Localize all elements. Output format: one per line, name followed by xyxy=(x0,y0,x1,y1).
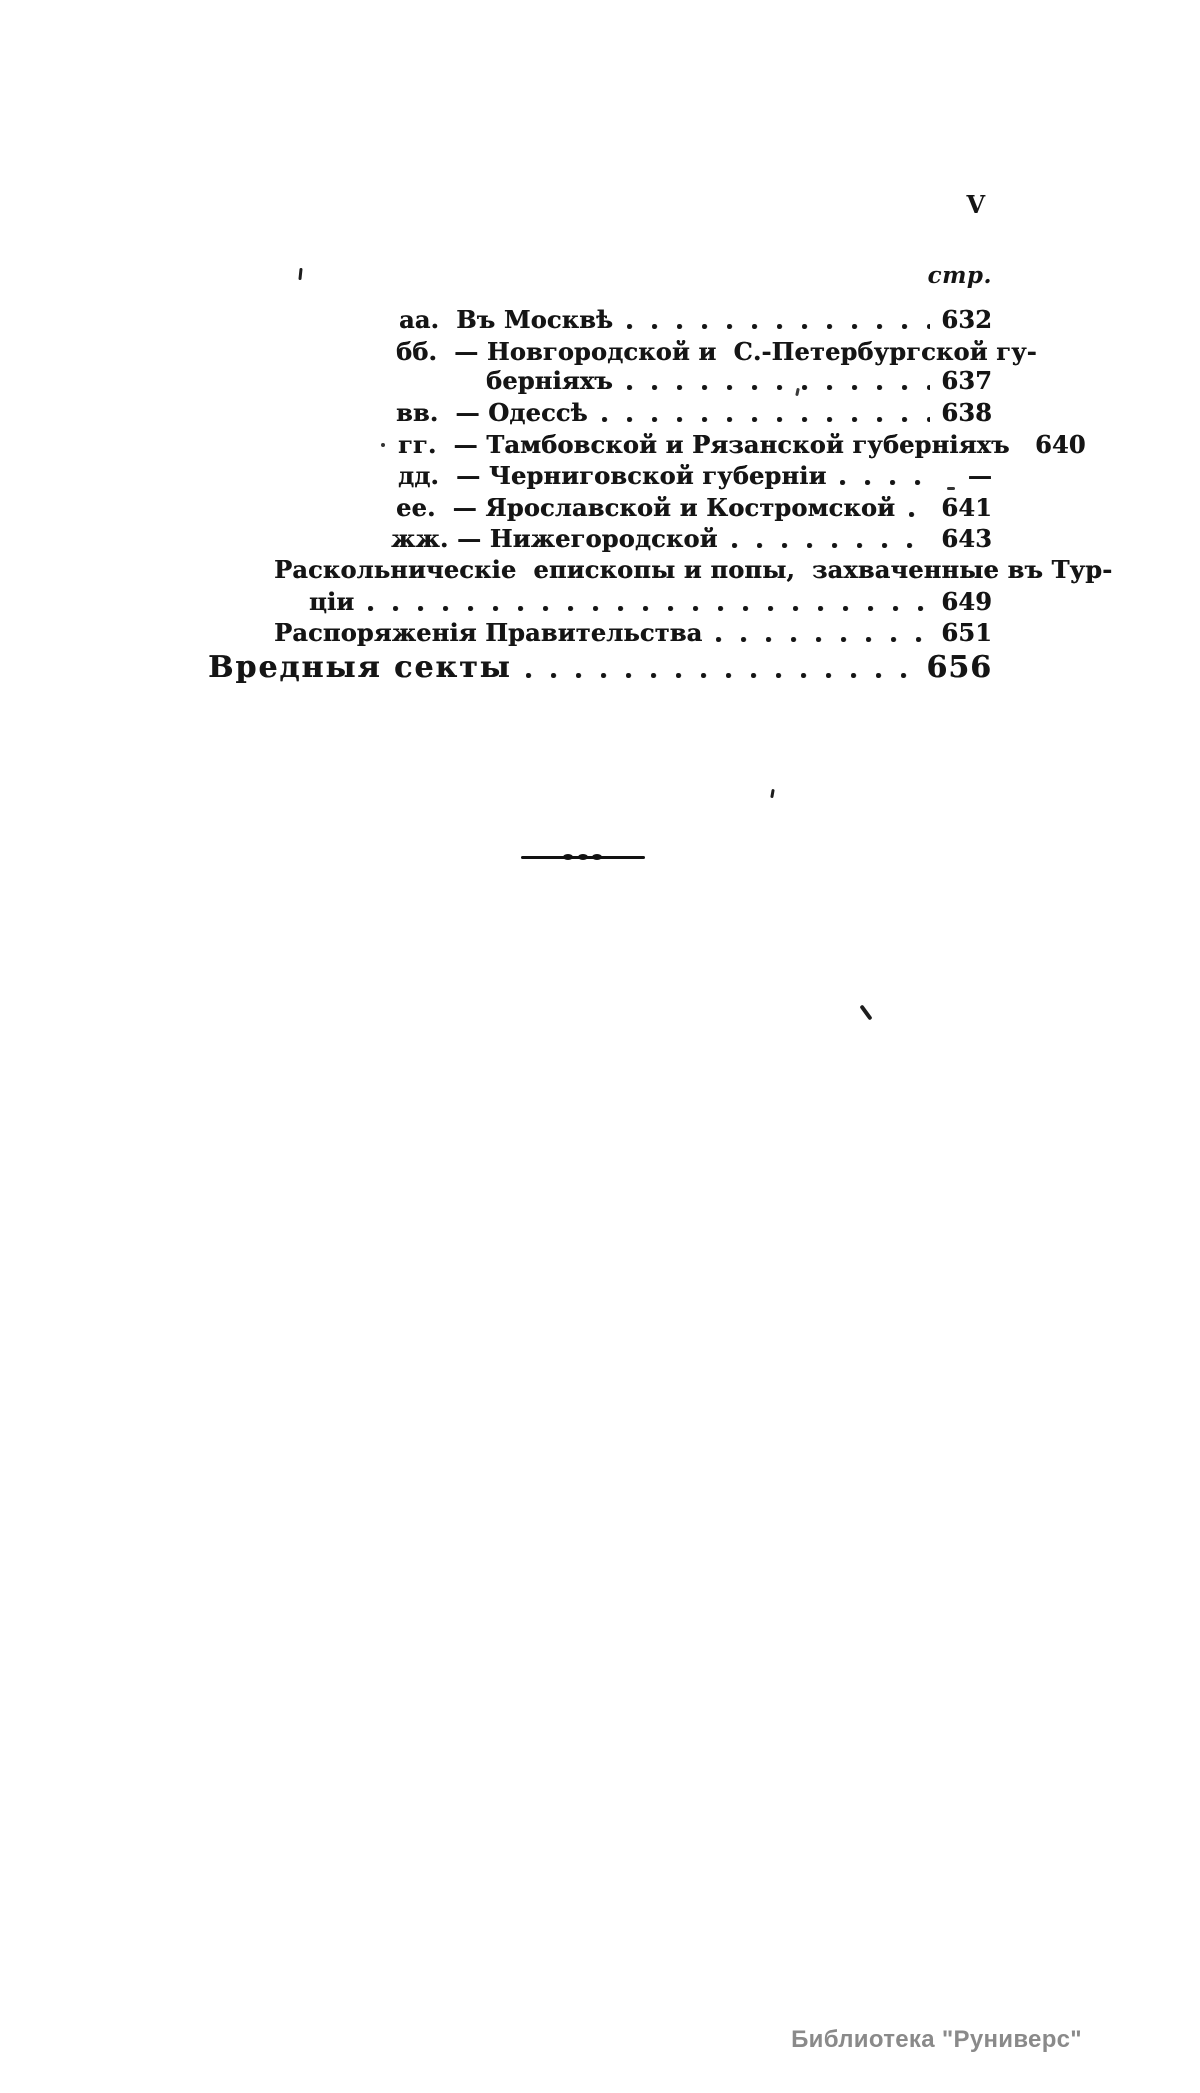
dot-leader xyxy=(627,366,930,396)
toc-row xyxy=(391,524,992,554)
toc-page-number: 649 xyxy=(941,587,992,616)
toc-row xyxy=(399,305,992,335)
toc-entry-text: Вредныя секты xyxy=(208,650,512,685)
divider-dot xyxy=(563,854,573,860)
ink-speck xyxy=(947,487,955,490)
toc-entry-text: вв. — Одессѣ xyxy=(396,398,588,427)
dot-leader xyxy=(602,398,930,428)
toc-row xyxy=(396,493,992,523)
toc-page-number: — xyxy=(967,461,992,490)
toc-page-number: 651 xyxy=(941,618,992,647)
dot-leader xyxy=(840,461,930,491)
dot-leader xyxy=(909,493,930,523)
toc-row xyxy=(274,618,992,648)
library-watermark: Библиотека "Руниверс" xyxy=(791,2026,1082,2053)
toc-row xyxy=(398,430,1086,460)
toc-page-number: 637 xyxy=(941,366,992,395)
toc-row xyxy=(309,587,992,617)
toc-entry-text: Раскольническіе епископы и попы, захваченные въ Тур- xyxy=(274,555,1113,584)
toc-page-number: 641 xyxy=(941,493,992,522)
toc-entry-text: ее. — Ярославской и Костромской xyxy=(396,493,896,522)
dot-leader xyxy=(732,524,930,554)
toc-row xyxy=(396,398,992,428)
toc-page-number: 640 xyxy=(1034,430,1086,459)
toc-entry-text: берніяхъ xyxy=(486,366,613,395)
toc-entry-text: жж. — Нижегородской xyxy=(391,524,718,553)
page-folio-number: V xyxy=(966,190,986,219)
toc-entry-text: бб. — Новгородской и С.-Петербургской гу- xyxy=(396,337,1037,366)
toc-page-number: 638 xyxy=(941,398,992,427)
page-column-header: стр. xyxy=(927,262,992,289)
ink-speck xyxy=(381,443,385,447)
toc-entry-text: дд. — Черниговской губерніи xyxy=(398,461,827,490)
toc-page-number: 656 xyxy=(926,650,992,685)
toc-row xyxy=(486,366,992,396)
toc-row xyxy=(396,337,1037,367)
toc-row xyxy=(208,650,992,686)
divider-dot xyxy=(592,854,602,860)
dot-leader xyxy=(526,650,917,686)
toc-page-number: 632 xyxy=(941,305,992,334)
toc-entry-text: гг. — Тамбовской и Рязанской губерніяхъ xyxy=(398,430,1010,459)
dot-leader xyxy=(368,587,930,617)
toc-row xyxy=(398,461,992,491)
dot-leader xyxy=(627,305,930,335)
toc-page-number: 643 xyxy=(941,524,992,553)
toc-entry-text: ціи xyxy=(309,587,355,616)
toc-entry-text: Распоряженія Правительства xyxy=(274,618,703,647)
toc-entry-text: аа. Въ Москвѣ xyxy=(399,305,614,334)
dot-leader xyxy=(716,618,930,648)
section-divider-ornament xyxy=(521,851,645,863)
divider-dot xyxy=(578,854,588,860)
toc-row xyxy=(274,555,1113,585)
